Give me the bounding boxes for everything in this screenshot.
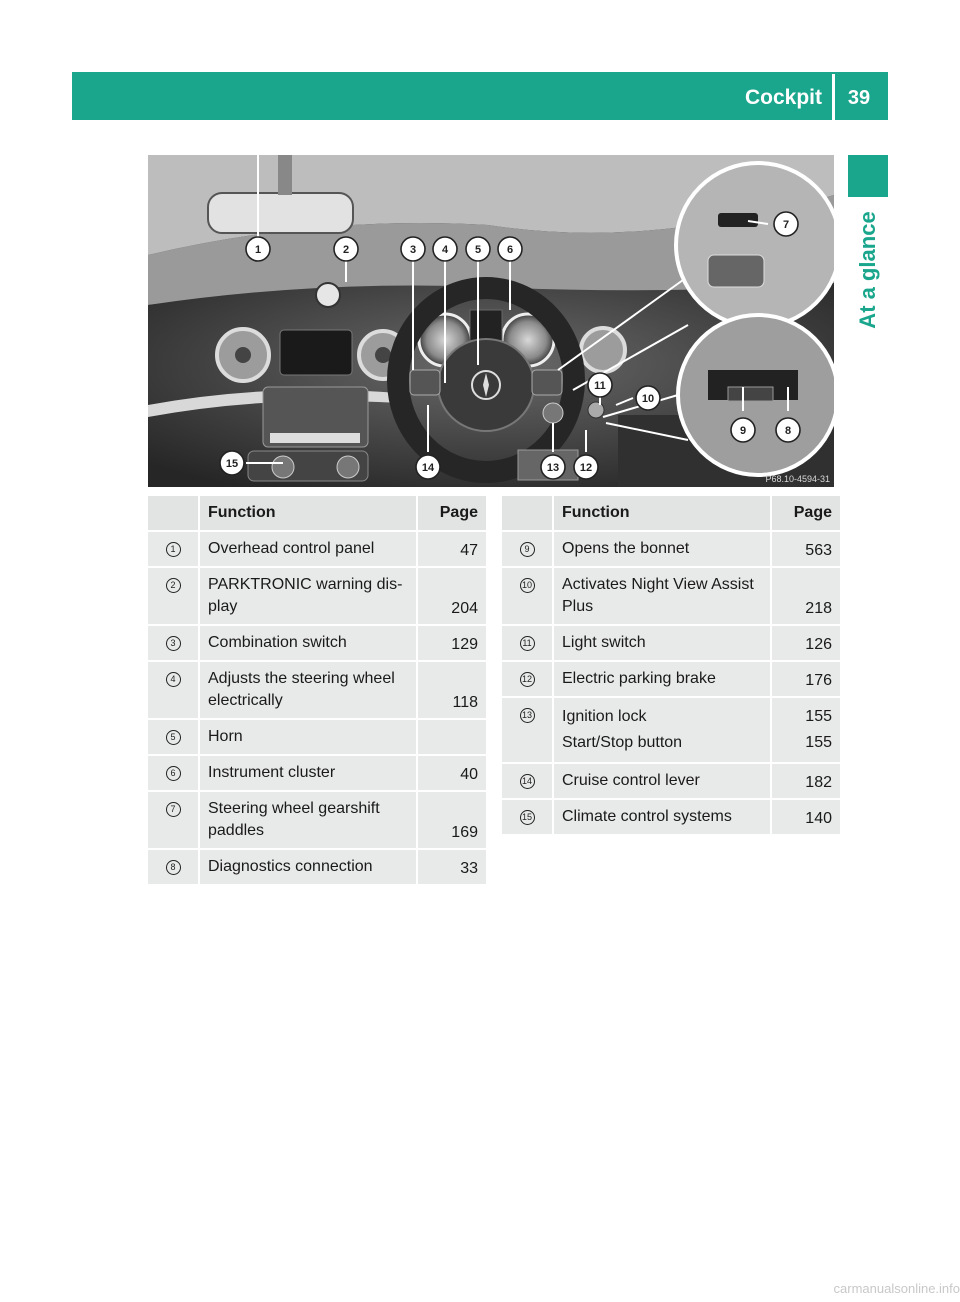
- page-reference: 118: [452, 694, 478, 711]
- function-text: Light switch: [562, 634, 646, 651]
- table-row: [502, 799, 840, 835]
- function-text: paddles: [208, 822, 265, 839]
- header-page: Page: [771, 496, 840, 531]
- page-reference: 40: [460, 766, 478, 783]
- callout-number: 2: [342, 244, 350, 256]
- page-cell: [771, 763, 840, 799]
- table-row: [502, 763, 840, 799]
- item-number-marker: 9: [520, 542, 535, 557]
- page-reference: 204: [451, 600, 478, 617]
- table-row: [148, 719, 486, 755]
- function-text: Start/Stop button: [562, 734, 683, 751]
- function-text: Activates Night View Assist: [562, 576, 754, 593]
- function-text: Combination switch: [208, 634, 347, 651]
- row-number-cell: [148, 567, 199, 625]
- item-number-marker: 2: [166, 578, 181, 593]
- item-number-marker: 6: [166, 766, 181, 781]
- function-text: play: [208, 598, 238, 615]
- row-number-cell: [148, 755, 199, 791]
- page-cell: [771, 697, 840, 763]
- page-reference: 155: [805, 708, 832, 725]
- callout-number: 7: [782, 219, 790, 231]
- row-number-cell: [502, 763, 553, 799]
- callout-number: 5: [474, 244, 482, 256]
- row-number-cell: [148, 531, 199, 567]
- table-row: [148, 661, 486, 719]
- page-cell: [417, 625, 486, 661]
- row-number-cell: [502, 625, 553, 661]
- callout-number: 14: [421, 462, 435, 474]
- row-number-cell: [502, 799, 553, 835]
- function-text: Cruise control lever: [562, 772, 700, 789]
- function-cell: [199, 719, 417, 755]
- function-table-right: [502, 496, 840, 836]
- function-cell: [553, 531, 771, 567]
- row-number-cell: [148, 791, 199, 849]
- function-text: Horn: [208, 728, 243, 745]
- table-row: [148, 625, 486, 661]
- function-cell: [199, 567, 417, 625]
- row-number-cell: [148, 625, 199, 661]
- table-row: [502, 661, 840, 697]
- page-reference: 169: [451, 824, 478, 841]
- cockpit-photo: [148, 155, 834, 487]
- callout-number: 12: [579, 462, 593, 474]
- row-number-cell: [148, 849, 199, 885]
- side-tab-label: At a glance: [855, 211, 880, 329]
- page-cell: [417, 719, 486, 755]
- function-text: Plus: [562, 598, 594, 615]
- header-function: Function: [553, 496, 771, 531]
- callout-number: 3: [409, 244, 417, 256]
- item-number-marker: 13: [520, 708, 535, 723]
- callout-number: 15: [225, 458, 239, 470]
- photo-reference: P68.10-4594-31: [765, 474, 830, 484]
- callout-number: 13: [546, 462, 560, 474]
- row-number-cell: [502, 567, 553, 625]
- page-reference: 176: [805, 672, 832, 689]
- function-text: Adjusts the steering wheel: [208, 670, 395, 687]
- page-cell: [417, 661, 486, 719]
- header-number-cell: [502, 496, 553, 531]
- item-number-marker: 8: [166, 860, 181, 875]
- item-number-marker: 14: [520, 774, 535, 789]
- table-header-row: [502, 496, 840, 531]
- table-row: [148, 755, 486, 791]
- page-reference: 140: [805, 810, 832, 827]
- table-row: [502, 697, 840, 763]
- function-cell: [553, 697, 771, 763]
- page-reference: 47: [460, 542, 478, 559]
- header-function: Function: [199, 496, 417, 531]
- page-cell: [771, 567, 840, 625]
- function-cell: [199, 625, 417, 661]
- item-number-marker: 11: [520, 636, 535, 651]
- row-number-cell: [148, 661, 199, 719]
- function-text: Opens the bonnet: [562, 540, 690, 557]
- callout-number: 4: [441, 244, 449, 256]
- page-reference: 126: [805, 636, 832, 653]
- function-text: Ignition lock: [562, 708, 647, 725]
- table-row: [148, 567, 486, 625]
- function-cell: [553, 763, 771, 799]
- table-header-row: [148, 496, 486, 531]
- page-reference: 33: [460, 860, 478, 877]
- function-cell: [199, 849, 417, 885]
- function-cell: [199, 791, 417, 849]
- item-number-marker: 12: [520, 672, 535, 687]
- table-row: [502, 625, 840, 661]
- row-number-cell: [148, 719, 199, 755]
- item-number-marker: 10: [520, 578, 535, 593]
- function-text: Overhead control panel: [208, 540, 375, 557]
- item-number-marker: 5: [166, 730, 181, 745]
- page-cell: [417, 567, 486, 625]
- page-cell: [771, 531, 840, 567]
- function-text: Electric parking brake: [562, 670, 716, 687]
- function-text: Climate control systems: [562, 808, 732, 825]
- item-number-marker: 15: [520, 810, 535, 825]
- callout-number: 8: [784, 425, 792, 437]
- page-reference: 182: [805, 774, 832, 791]
- page-reference: 218: [805, 600, 832, 617]
- function-text: Instrument cluster: [208, 764, 336, 781]
- item-number-marker: 4: [166, 672, 181, 687]
- item-number-marker: 7: [166, 802, 181, 817]
- page-cell: [771, 661, 840, 697]
- table-row: [148, 531, 486, 567]
- page-reference: 563: [805, 542, 832, 559]
- function-table-left: [148, 496, 486, 886]
- page-cell: [771, 799, 840, 835]
- row-number-cell: [502, 661, 553, 697]
- page-reference: 129: [451, 636, 478, 653]
- function-cell: [553, 799, 771, 835]
- function-cell: [553, 661, 771, 697]
- table-row: [502, 531, 840, 567]
- page-cell: [417, 755, 486, 791]
- function-text: Steering wheel gearshift: [208, 800, 380, 817]
- page-cell: [417, 791, 486, 849]
- page-cell: [417, 531, 486, 567]
- header-page: Page: [417, 496, 486, 531]
- function-cell: [553, 567, 771, 625]
- watermark: carmanualsonline.info: [833, 1281, 960, 1296]
- callout-number: 6: [506, 244, 514, 256]
- function-cell: [199, 531, 417, 567]
- row-number-cell: [502, 531, 553, 567]
- table-row: [502, 567, 840, 625]
- callout-number: 9: [739, 425, 747, 437]
- row-number-cell: [502, 697, 553, 763]
- page-cell: [417, 849, 486, 885]
- callout-number: 1: [254, 244, 262, 256]
- page-number: 39: [847, 87, 871, 109]
- item-number-marker: 1: [166, 542, 181, 557]
- function-text: PARKTRONIC warning dis-: [208, 576, 403, 593]
- function-text: Diagnostics connection: [208, 858, 373, 875]
- function-cell: [199, 661, 417, 719]
- table-row: [148, 849, 486, 885]
- function-cell: [553, 625, 771, 661]
- page-reference: 155: [805, 734, 832, 751]
- item-number-marker: 3: [166, 636, 181, 651]
- header-divider: [832, 74, 835, 120]
- header-number-cell: [148, 496, 199, 531]
- callout-number: 11: [594, 380, 606, 392]
- page-cell: [771, 625, 840, 661]
- section-title: Cockpit: [744, 86, 822, 109]
- function-text: electrically: [208, 692, 283, 709]
- callout-number: 10: [641, 393, 655, 405]
- table-row: [148, 791, 486, 849]
- function-cell: [199, 755, 417, 791]
